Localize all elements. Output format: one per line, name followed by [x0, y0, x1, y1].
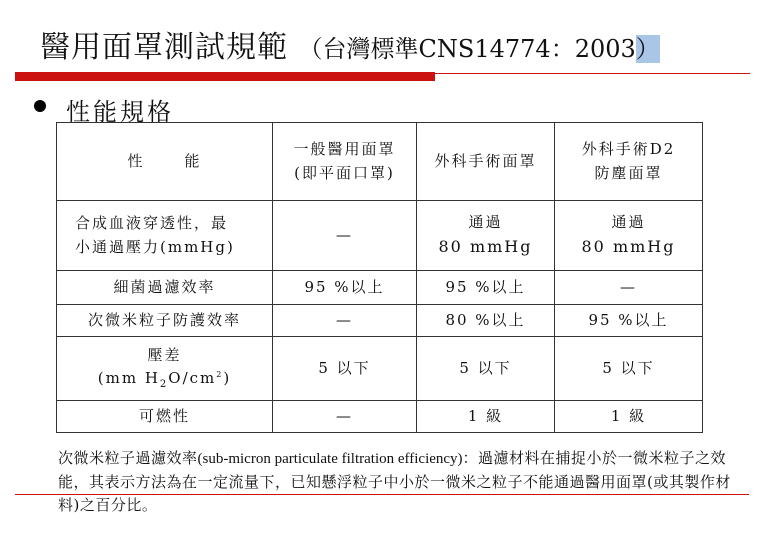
cell-value: 5 以下 — [417, 337, 555, 401]
cell-value: 80 %以上 — [417, 305, 555, 337]
cell-value: 5 以下 — [555, 337, 703, 401]
row-label: 細菌過濾效率 — [57, 271, 273, 305]
table-row — [57, 305, 703, 337]
cell-value: 1 級 — [417, 401, 555, 433]
cell-value: 95 %以上 — [417, 271, 555, 305]
cell-value: 通過 80 mmHg — [555, 201, 703, 271]
row-label: 次微米粒子防護效率 — [57, 305, 273, 337]
table-row — [57, 337, 703, 401]
cell-value: 1 級 — [555, 401, 703, 433]
definition-note — [58, 447, 748, 517]
table-header-row — [57, 123, 703, 201]
cell-value: — — [273, 401, 417, 433]
header-general-mask: 一般醫用面罩 (即平面口罩) — [273, 123, 417, 201]
bullet-dot-icon — [34, 100, 46, 112]
cell-value: 95 %以上 — [555, 305, 703, 337]
row-label: 壓差 (mm $H_2O/cm^2$) — [57, 337, 273, 401]
header-d2-mask: 外科手術D2 防塵面罩 — [555, 123, 703, 201]
cell-value: 95 %以上 — [273, 271, 417, 305]
cell-value: — — [555, 271, 703, 305]
slide-title-paren-close: ） — [635, 35, 660, 63]
slide-title-main: 醫用面罩測試規範 — [40, 30, 288, 65]
slide-title-standard: CNS14774：2003 — [418, 35, 636, 63]
title-underline-bar — [15, 72, 435, 81]
cell-value: — — [273, 305, 417, 337]
table-row — [57, 201, 703, 271]
note-term-english: (sub-micron particulate filtration efficiency) — [197, 451, 463, 467]
row-label: 合成血液穿透性，最 小通過壓力(mmHg) — [57, 201, 273, 271]
cell-value: 通過 80 mmHg — [417, 201, 555, 271]
slide-title-paren-open: （台灣標準 — [298, 35, 419, 63]
title-underline-rule — [430, 73, 750, 74]
slide-title — [40, 22, 660, 66]
table-row — [57, 271, 703, 305]
section-heading: 性能規格 — [66, 98, 174, 126]
spec-table — [56, 122, 703, 433]
cell-value: 5 以下 — [273, 337, 417, 401]
table-row — [57, 401, 703, 433]
header-performance: 性 能 — [57, 123, 273, 201]
note-term: 次微米粒子過濾效率 — [58, 449, 198, 467]
cell-value: — — [273, 201, 417, 271]
note-definition: ：過濾材料在捕捉小於一微米粒子之效能，其表示方法為在一定流量下，已知懸浮粒子中小於一微米之粒子不能通過醫用面罩(或其製作材料)之百分比。 — [58, 449, 731, 514]
row-label: 可燃性 — [57, 401, 273, 433]
header-surgical-mask: 外科手術面罩 — [417, 123, 555, 201]
note-rule — [15, 494, 749, 495]
